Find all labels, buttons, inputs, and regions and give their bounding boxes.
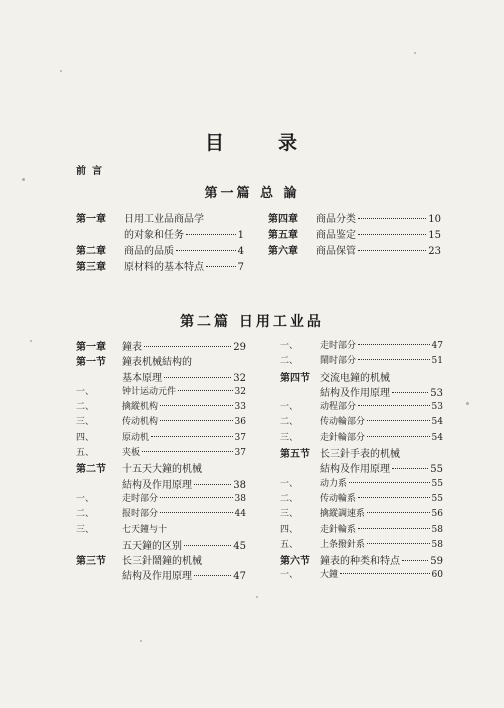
toc-entry-page: 33 <box>234 402 246 413</box>
toc-entry-title: 商品的品质 <box>124 246 174 257</box>
toc-entry-title: 結构及作用原理 <box>122 479 192 491</box>
toc-entry-number: 五、 <box>76 448 95 459</box>
dot-leader <box>160 512 233 513</box>
toc-entry-page: 55 <box>430 464 443 476</box>
dot-leader <box>358 234 426 235</box>
toc-entry <box>76 353 246 368</box>
toc-entry <box>280 460 443 475</box>
toc-entry-title: 交流电鐘的机械 <box>320 372 390 384</box>
toc-entry-title: 报时部分 <box>122 509 159 520</box>
dot-leader <box>349 482 430 483</box>
toc-entry-page: 15 <box>428 230 441 241</box>
toc-entry-number: 第一章 <box>76 342 106 353</box>
toc-entry-number: 二、 <box>280 417 299 428</box>
toc-entry-number: 一、 <box>280 402 299 413</box>
title-char-2: 录 <box>278 132 300 154</box>
toc-entry-number: 一、 <box>280 341 299 351</box>
dot-leader <box>184 545 231 546</box>
toc-entry-title: 走針輪部分 <box>320 432 366 443</box>
toc-entry-page: 47 <box>233 571 246 583</box>
dot-leader <box>206 266 236 267</box>
toc-entry-number: 一、 <box>280 478 299 489</box>
toc-entry-page: 44 <box>234 509 246 520</box>
title-char-1: 目 <box>204 132 226 154</box>
toc-entry-number: 第一节 <box>76 357 106 369</box>
toc-entry <box>76 258 244 274</box>
toc-entry-number: 第三节 <box>76 556 106 568</box>
dot-leader <box>176 250 236 251</box>
toc-entry-title: 鐘表 <box>122 342 142 353</box>
toc-entry-title: 基本原理 <box>122 372 162 384</box>
toc-entry-title: 大鐘 <box>320 570 339 581</box>
toc-entry-title: 日用工业品商品学 <box>124 214 204 225</box>
toc-entry-number: 第五节 <box>280 449 310 461</box>
toc-entry <box>280 430 443 445</box>
toc-entry <box>280 567 443 582</box>
toc-entry <box>280 384 443 399</box>
toc-entry-page: 37 <box>234 448 246 459</box>
toc-entry-title: 的对象和任务 <box>124 230 184 241</box>
toc-entry <box>268 226 441 242</box>
toc-entry-page: 10 <box>428 214 441 225</box>
toc-entry <box>280 506 443 521</box>
dot-leader <box>340 573 430 574</box>
preface-entry: 前言 <box>76 166 108 177</box>
toc-entry <box>280 552 443 567</box>
toc-entry-number: 第三章 <box>76 262 106 273</box>
toc-entry-number: 第四章 <box>268 214 298 225</box>
toc-entry <box>76 506 246 521</box>
toc-entry-page: 51 <box>431 356 443 367</box>
toc-entry <box>280 522 443 537</box>
toc-entry-number: 二、 <box>76 509 95 520</box>
toc-entry-page: 32 <box>234 386 246 397</box>
toc-entry <box>76 430 246 445</box>
toc-entry-number: 第二节 <box>76 464 106 476</box>
toc-entry-number: 第一章 <box>76 214 106 225</box>
toc-entry <box>280 476 443 491</box>
scan-speck <box>30 340 32 342</box>
toc-entry <box>268 242 441 258</box>
toc-entry <box>76 491 246 506</box>
toc-entry <box>76 552 246 567</box>
toc-entry <box>76 226 244 242</box>
toc-entry-title: 擒縱机构 <box>122 402 159 413</box>
toc-entry-title: 結构及作用原理 <box>320 387 390 399</box>
toc-entry <box>76 460 246 475</box>
toc-entry <box>76 522 246 537</box>
toc-entry-page: 60 <box>431 570 443 581</box>
toc-entry <box>280 338 443 353</box>
part-one-heading: 第一篇 总 論 <box>204 186 300 201</box>
scan-speck <box>60 70 62 72</box>
toc-entry-number: 三、 <box>280 432 299 443</box>
toc-entry <box>76 210 244 226</box>
toc-entry <box>280 399 443 414</box>
toc-entry-number: 第五章 <box>268 230 298 241</box>
toc-entry-title: 原材料的基本特点 <box>124 262 204 273</box>
toc-entry <box>76 567 246 582</box>
toc-entry-title: 传动机构 <box>122 417 159 428</box>
toc-entry-page: 32 <box>233 372 246 384</box>
toc-entry-page: 54 <box>431 417 443 428</box>
dot-leader <box>367 420 430 421</box>
toc-entry-page: 38 <box>234 493 246 504</box>
toc-entry-page: 23 <box>428 246 441 257</box>
toc-entry-page: 59 <box>430 556 443 568</box>
dot-leader <box>151 436 233 437</box>
toc-entry-page: 53 <box>431 402 443 413</box>
part-two-heading: 第二篇 日用工业品 <box>180 314 324 330</box>
toc-entry-number: 二、 <box>280 493 299 504</box>
part-one-left-column <box>76 210 244 274</box>
dot-leader <box>367 512 430 513</box>
scan-speck <box>256 596 258 598</box>
dot-leader <box>358 497 430 498</box>
dot-leader <box>194 484 231 485</box>
toc-entry-number: 四、 <box>76 432 95 443</box>
toc-entry <box>76 242 244 258</box>
scan-speck <box>466 402 469 405</box>
toc-entry-title: 原动机 <box>122 432 150 443</box>
toc-entry-number: 第四节 <box>280 372 310 384</box>
toc-entry-title: 走时部分 <box>320 341 357 351</box>
toc-entry-number: 三、 <box>76 417 95 428</box>
dot-leader <box>160 420 233 421</box>
toc-entry-page: 55 <box>431 478 443 489</box>
part-two-right-column <box>280 338 443 583</box>
toc-entry-number: 第六节 <box>280 556 310 568</box>
toc-entry <box>76 399 246 414</box>
dot-leader <box>358 250 426 251</box>
dot-leader <box>160 497 233 498</box>
toc-entry-title: 走时部分 <box>122 493 159 504</box>
toc-entry <box>76 384 246 399</box>
toc-entry-title: 鐘表机械結构的 <box>122 357 192 369</box>
toc-entry-page: 45 <box>233 540 246 552</box>
toc-entry-number: 四、 <box>280 524 299 535</box>
toc-entry-number: 一、 <box>76 493 95 504</box>
toc-entry-title: 結构及作用原理 <box>122 571 192 583</box>
part-one-right-column <box>268 210 441 258</box>
toc-entry-title: 上条撥針系 <box>320 539 366 550</box>
toc-entry-title: 长三針手表的机械 <box>320 449 400 461</box>
toc-entry-title: 传动輪系 <box>320 493 357 504</box>
dot-leader <box>194 575 231 576</box>
dot-leader <box>358 359 430 360</box>
dot-leader <box>142 451 233 452</box>
toc-entry <box>76 476 246 491</box>
toc-entry-title: 十五天大鐘的机械 <box>122 464 202 476</box>
toc-entry <box>280 353 443 368</box>
toc-entry-number: 第六章 <box>268 246 298 257</box>
toc-entry <box>268 210 441 226</box>
toc-entry-number: 一、 <box>280 570 299 581</box>
toc-entry-title: 商品保管 <box>316 246 356 257</box>
toc-entry-title: 传动輪部分 <box>320 417 366 428</box>
toc-entry-title: 擒縱調速系 <box>320 509 366 520</box>
toc-entry-title: 钟计运动元件 <box>122 386 177 397</box>
toc-entry-page: 54 <box>431 432 443 443</box>
dot-leader <box>367 436 430 437</box>
scan-speck <box>22 178 25 181</box>
toc-entry-title: 动程部分 <box>320 402 357 413</box>
dot-leader <box>178 390 233 391</box>
toc-entry-number: 五、 <box>280 539 299 550</box>
toc-entry-title: 夹板 <box>122 448 141 459</box>
toc-entry-number: 第二章 <box>76 246 106 257</box>
toc-entry-page: 36 <box>234 417 246 428</box>
page-title <box>0 128 504 155</box>
toc-entry-page: 37 <box>234 432 246 443</box>
part-two-left-column <box>76 338 246 583</box>
toc-entry-page: 1 <box>237 230 244 241</box>
toc-entry <box>76 338 246 353</box>
toc-entry-page: 29 <box>233 342 246 353</box>
toc-entry-page: 38 <box>233 479 246 491</box>
toc-entry <box>76 414 246 429</box>
toc-entry-page: 47 <box>431 341 443 351</box>
dot-leader <box>164 377 231 378</box>
toc-entry-title: 商品鉴定 <box>316 230 356 241</box>
toc-entry-page: 58 <box>431 524 443 535</box>
dot-leader <box>358 218 426 219</box>
toc-entry <box>76 369 246 384</box>
toc-entry-number: 三、 <box>76 524 95 535</box>
toc-entry-page: 58 <box>431 539 443 550</box>
toc-entry-page: 4 <box>237 246 244 257</box>
toc-entry-title: 五天鐘的区别 <box>122 540 182 552</box>
toc-entry-title: 商品分类 <box>316 214 356 225</box>
toc-entry <box>280 491 443 506</box>
toc-entry <box>280 414 443 429</box>
dot-leader <box>144 346 231 347</box>
dot-leader <box>358 528 430 529</box>
toc-entry-title: 走針輪系 <box>320 524 357 535</box>
toc-entry-number: 二、 <box>280 356 299 367</box>
dot-leader <box>160 405 233 406</box>
scan-speck <box>414 52 416 54</box>
dot-leader <box>367 543 430 544</box>
toc-entry-title: 七天鐘与十 <box>122 524 168 535</box>
toc-entry <box>280 537 443 552</box>
dot-leader <box>358 344 430 345</box>
toc-entry-title: 鬧时部分 <box>320 356 357 367</box>
dot-leader <box>392 392 428 393</box>
toc-entry <box>280 369 443 384</box>
toc-entry-number: 二、 <box>76 402 95 413</box>
dot-leader <box>358 405 430 406</box>
toc-entry-page: 56 <box>431 509 443 520</box>
toc-entry-title: 动力系 <box>320 478 348 489</box>
toc-entry-page: 53 <box>430 387 443 399</box>
toc-entry-page: 7 <box>237 262 244 273</box>
toc-entry <box>76 537 246 552</box>
toc-entry-number: 三、 <box>280 509 299 520</box>
dot-leader <box>402 560 428 561</box>
toc-entry-title: 鐘表的种类和特点 <box>320 556 400 568</box>
toc-entry <box>280 445 443 460</box>
toc-entry-title: 长三針鬧鐘的机械 <box>122 556 202 568</box>
dot-leader <box>186 234 236 235</box>
toc-entry <box>76 445 246 460</box>
toc-entry-page: 55 <box>431 493 443 504</box>
toc-entry-title: 結构及作用原理 <box>320 464 390 476</box>
toc-entry-number: 一、 <box>76 386 95 397</box>
dot-leader <box>392 468 428 469</box>
scan-speck <box>140 640 142 642</box>
